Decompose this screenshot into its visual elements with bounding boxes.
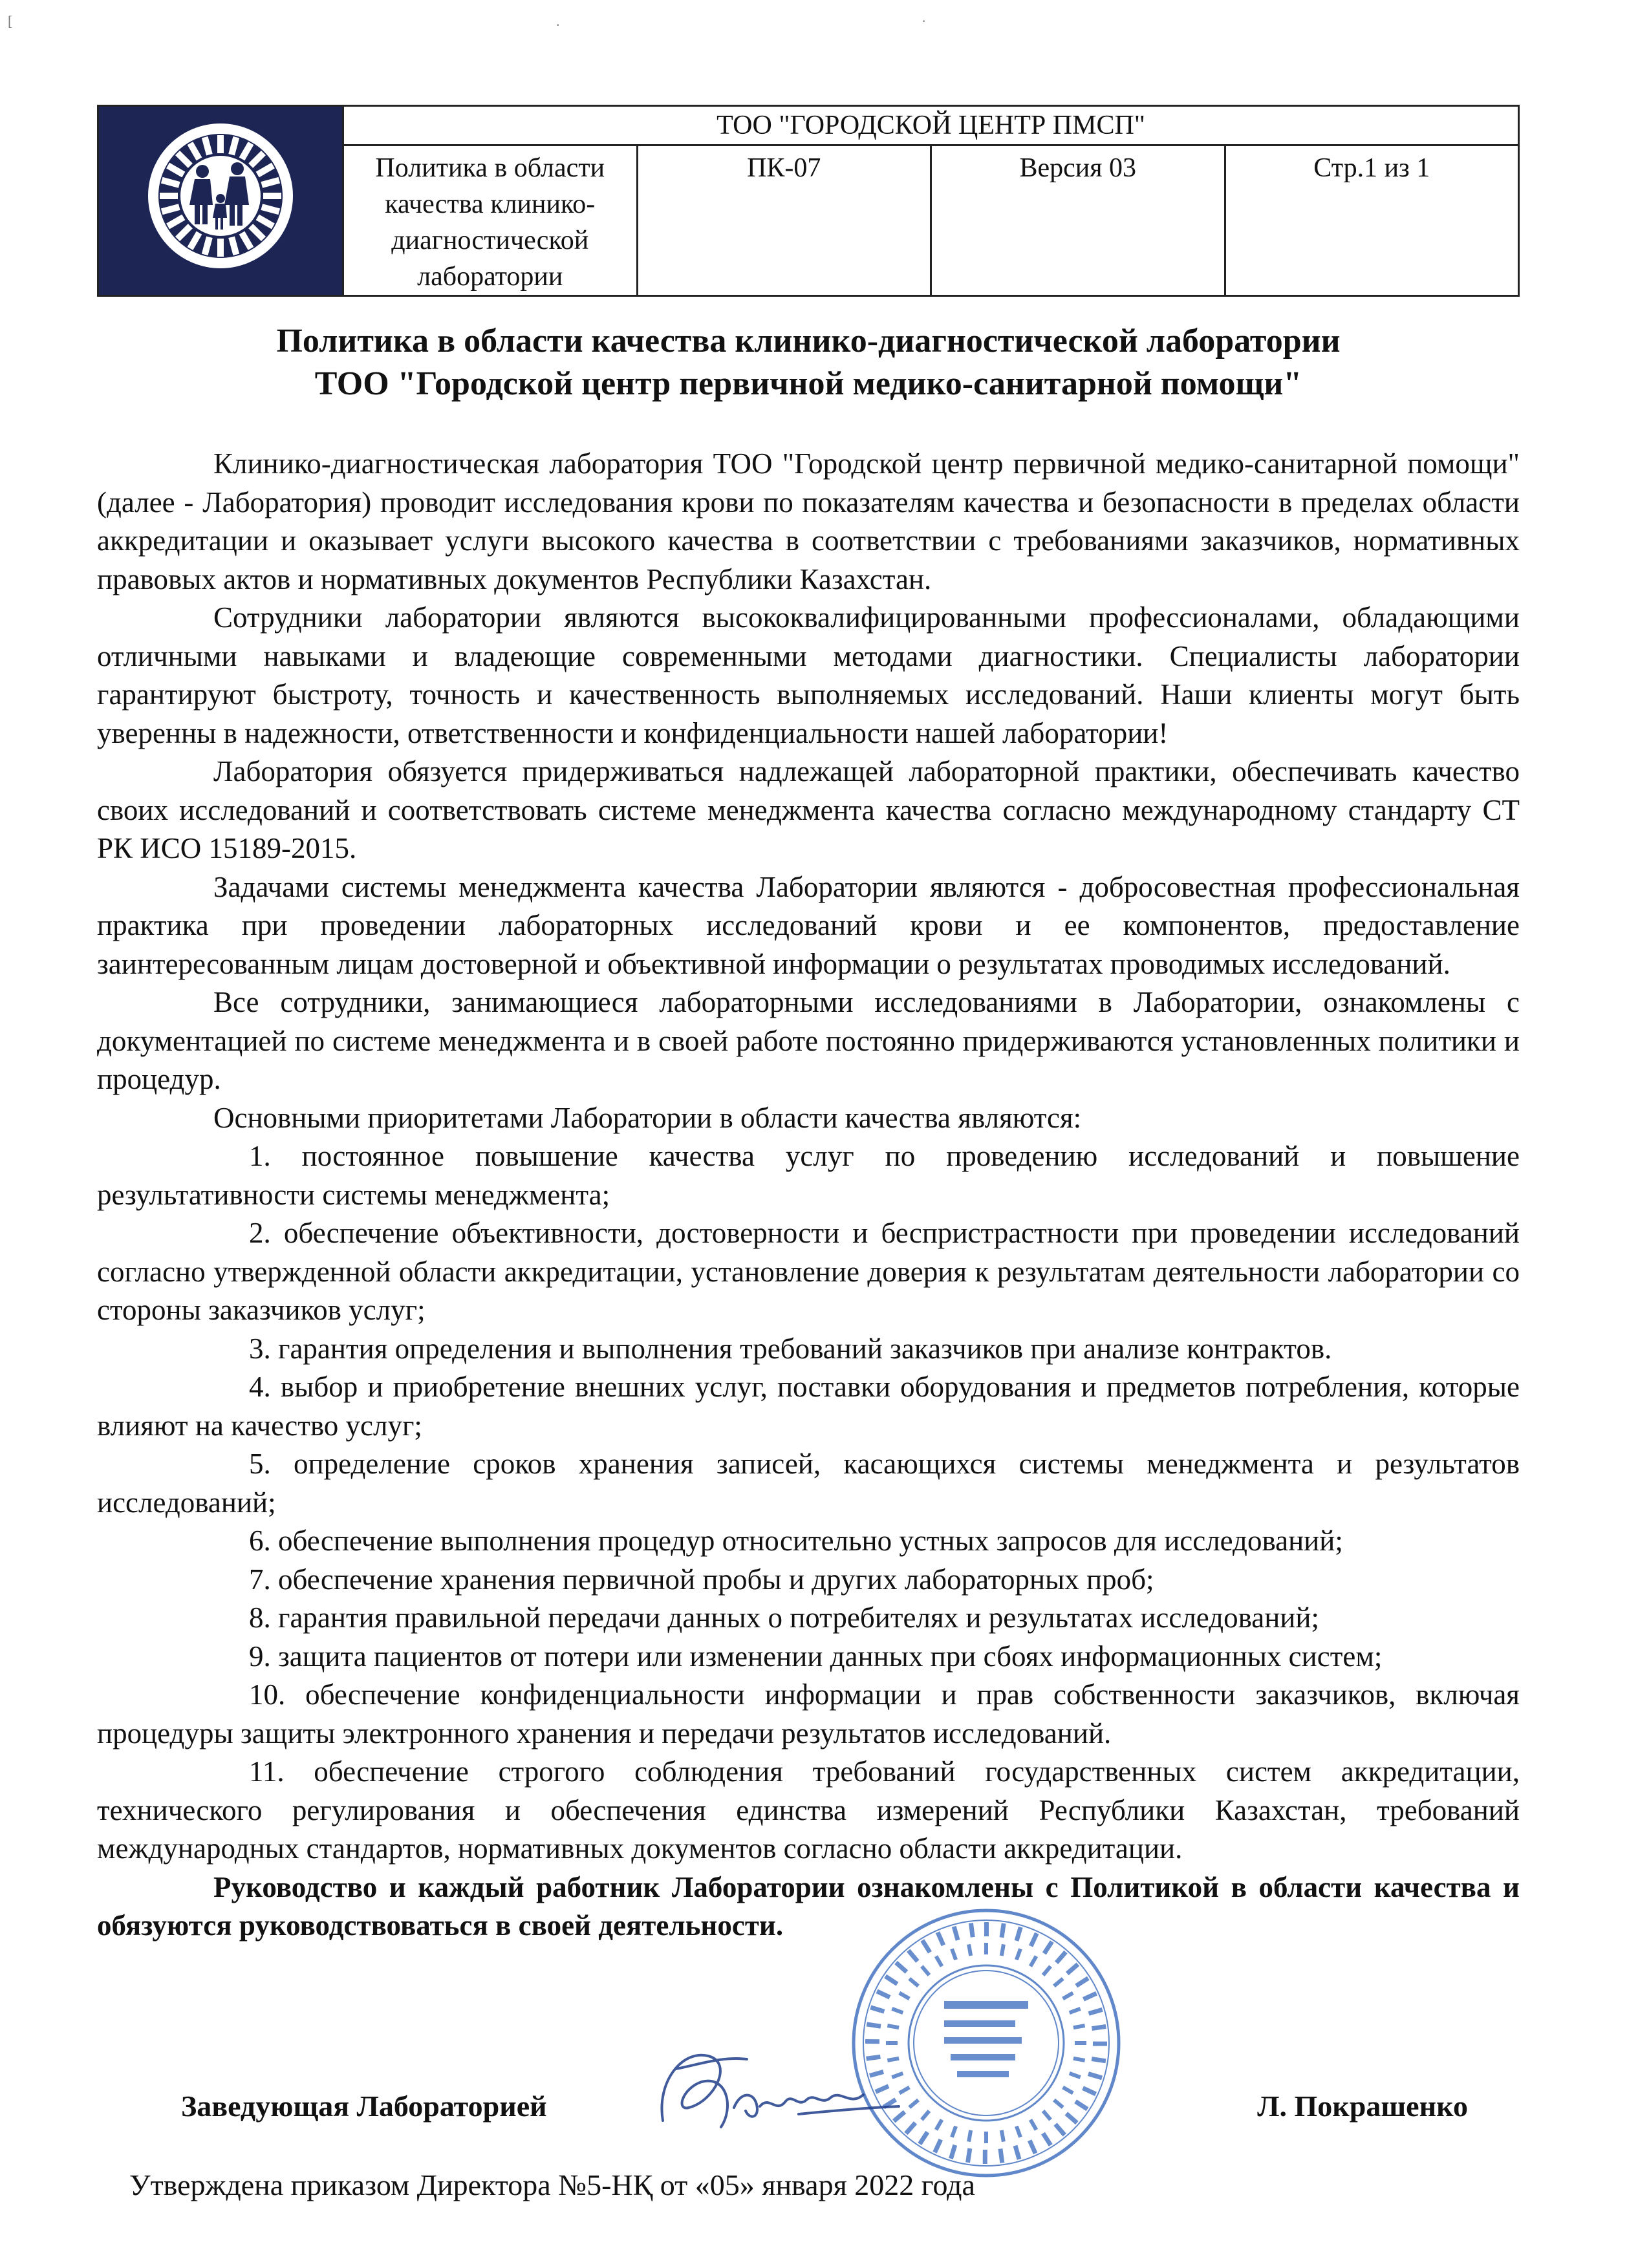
seal-ring-mark	[1073, 2057, 1085, 2062]
closing-statement: Руководство и каждый работник Лаборатории ознакомлены с Политикой в области качества и обязуются руководствоваться в своей деятельности.	[97, 1870, 1520, 1942]
seal-ring-mark	[1088, 2071, 1103, 2080]
seal-ring-mark	[967, 2130, 973, 2142]
seal-ring-mark	[1015, 2126, 1022, 2138]
seal-ring-mark	[950, 1948, 958, 1960]
signatory-name: Л. Покрашенко	[1257, 2090, 1468, 2123]
seal-ring-mark	[949, 2145, 957, 2159]
paragraph: Задачами системы менеджмента качества Лаборатории являются - добросовестная профессиональная практика при проведении лабораторных исследований крови и ее компонентов, предоставление заинтересованным лицам достоверной и объективной информации о результатах проводимых исследований.	[97, 870, 1520, 980]
priority-item: 3. гарантия определения и выполнения требований заказчиков при анализе контрактов.	[249, 1332, 1332, 1365]
family-logo-icon	[99, 111, 342, 281]
page-title-line: ТОО "Городской центр первичной медико-санитарной помощи"	[314, 365, 1302, 402]
seal-ring-mark	[934, 1955, 943, 1967]
paragraph: Лаборатория обязуется придерживаться надлежащей лабораторной практики, обеспечивать качество своих исследований и соответствовать системе менеджмента качества согласно международному стандарту СТ РК ИСО 15189-2015.	[97, 755, 1520, 864]
policy-body	[97, 445, 1520, 1945]
seal-ring-mark	[969, 1923, 975, 1938]
seal-ring-mark	[1015, 1927, 1023, 1942]
page-title	[97, 320, 1520, 405]
seal-ring-mark	[1062, 1991, 1074, 2000]
logo-ring-segment	[217, 135, 224, 153]
seal-ring-mark	[1000, 1923, 1006, 1938]
seal-ring-mark	[1069, 2071, 1081, 2079]
seal-ring-mark	[1042, 2110, 1052, 2121]
seal-ring-mark	[1015, 1948, 1022, 1960]
document-header-table	[97, 105, 1520, 297]
priority-item: 7. обеспечение хранения первичной пробы и других лабораторных проб;	[249, 1563, 1154, 1596]
seal-ring-mark	[1028, 2139, 1037, 2154]
paragraph: Клинико-диагностическая лаборатория ТОО "Городской центр первичной медико-санитарной помощи" (далее - Лаборатория) проводит исследования крови по показателям качества и безопасности в пределах области аккредитации и оказывает услуги высокого качества в соответствии с требованиями заказчиков, нормативных правовых актов и нормативных документов Республики Казахстан.	[97, 447, 1520, 595]
seal-ring-mark	[1073, 2024, 1085, 2029]
seal-ring-mark	[965, 2148, 972, 2163]
seal-ring-mark	[1069, 2007, 1081, 2015]
seal-ring-mark	[920, 1965, 931, 1976]
approval-note: Утверждена приказом Директора №5-НҚ от «05» января 2022 года	[129, 2168, 975, 2201]
seal-ring-mark	[1053, 2123, 1066, 2136]
paragraph: Основными приоритетами Лаборатории в области качества являются:	[213, 1101, 1082, 1134]
seal-ring-mark	[984, 2132, 988, 2143]
priority-item: 9. защита пациентов от потери или изменении данных при сбоях информационных систем;	[249, 1640, 1383, 1673]
seal-ring-mark	[908, 1977, 920, 1987]
seal-ring-mark	[984, 1922, 989, 1936]
seal-ring-mark	[967, 1944, 973, 1956]
priority-item: 5. определение сроков хранения записей, касающихся системы менеджмента и результатов исследований;	[97, 1448, 1520, 1519]
priority-item: 8. гарантия правильной передачи данных о потребителях и результатах исследований;	[249, 1601, 1319, 1634]
seal-ring-mark	[950, 2126, 958, 2138]
logo-ring-segment	[217, 239, 224, 257]
seal-ring-mark	[934, 2119, 943, 2131]
document-version: Версия 03	[931, 145, 1225, 296]
seal-ring-mark	[936, 1931, 945, 1946]
document-code: ПК-07	[637, 145, 931, 296]
seal-ring-mark	[887, 2024, 900, 2029]
seal-ring-mark	[952, 1926, 960, 1941]
page-number: Стр.1 из 1	[1225, 145, 1519, 296]
scan-mark: .	[556, 13, 560, 29]
seal-ring-mark	[907, 1949, 920, 1963]
seal-ring-mark	[870, 2006, 885, 2014]
seal-ring-mark	[1065, 2112, 1079, 2124]
seal-ring-mark	[1013, 2145, 1022, 2160]
page-title-line: Политика в области качества клинико-диагностической лаборатории	[276, 323, 1341, 359]
organization-name: ТОО "ГОРОДСКОЙ ЦЕНТР ПМСП"	[343, 106, 1519, 145]
seal-ring-mark	[1029, 2119, 1038, 2131]
seal-ring-mark	[920, 2110, 931, 2121]
priority-item: 1. постоянное повышение качества услуг по проведению исследований и повышение результативности системы менеджмента;	[97, 1140, 1520, 1211]
seal-ring-mark	[894, 1961, 908, 1974]
seal-ring-mark	[1092, 2057, 1106, 2063]
signatory-role: Заведующая Лабораторией	[181, 2090, 547, 2123]
handwritten-signature-icon	[637, 2030, 909, 2159]
seal-ring-mark	[1029, 1932, 1039, 1947]
seal-ring-mark	[1088, 2007, 1103, 2016]
seal-ring-mark	[1082, 2086, 1097, 2096]
seal-ring-mark	[1093, 2042, 1107, 2046]
seal-ring-mark	[1083, 1991, 1097, 2001]
seal-ring-mark	[984, 1943, 988, 1954]
paragraph: Сотрудники лаборатории являются высококвалифицированными профессионалами, обладающими отличными навыками и владеющие современными методами диагностики. Специалисты лаборатории гарантируют быстроту, точность и качественность выполняемых исследований. Наши клиенты могут быть уверенны в надежности, ответственности и конфиденциальности нашей лаборатории!	[97, 601, 1520, 749]
seal-ring-mark	[891, 2007, 903, 2015]
seal-ring-mark	[983, 2150, 987, 2164]
seal-ring-mark	[1066, 1963, 1079, 1976]
seal-ring-mark	[1062, 2086, 1074, 2095]
priority-item: 10. обеспечение конфиденциальности информации и прав собственности заказчиков, включая процедуры защиты электронного хранения и передачи результатов исследований.	[97, 1678, 1520, 1749]
seal-ring-mark	[884, 1974, 898, 1986]
priority-item: 6. обеспечение выполнения процедур относительно устных запросов для исследований;	[249, 1524, 1343, 1557]
logo-ring-segment	[263, 193, 281, 199]
seal-ring-mark	[1053, 1977, 1064, 1987]
seal-ring-mark	[1055, 1951, 1068, 1964]
priority-item: 2. обеспечение объективности, достоверности и беспристрастности при проведении исследований согласно утвержденной области аккредитации, установление доверия к результатам деятельности лаборатории со стороны заказчиков услуг;	[97, 1217, 1520, 1326]
seal-ring-mark	[1042, 1965, 1052, 1976]
seal-ring-mark	[1041, 2132, 1053, 2146]
seal-ring-mark	[998, 2148, 1004, 2163]
logo-ring-segment	[160, 193, 178, 199]
seal-ring-mark	[1074, 2099, 1088, 2111]
paragraph: Все сотрудники, занимающиеся лабораторными исследованиями в Лаборатории, ознакомлены с документацией по системе менеджмента и в своей работе постоянно придерживаются установленных политики и процедур.	[97, 986, 1520, 1095]
document-title-cell	[343, 145, 638, 296]
seal-ring-mark	[1092, 2024, 1106, 2031]
seal-ring-mark	[1075, 2041, 1086, 2045]
seal-ring-mark	[876, 1989, 891, 2000]
seal-ring-mark	[1000, 1944, 1006, 1956]
logo-cell	[98, 106, 343, 296]
priority-item: 4. выбор и приобретение внешних услуг, поставки оборудования и предметов потребления, которые влияют на качество услуг;	[97, 1371, 1520, 1442]
priority-item: 11. обеспечение строгого соблюдения требований государственных систем аккредитации, технического регулирования и обеспечения единства измерений Республики Казахстан, требований международных стандартов, нормативных документов согласно области аккредитации.	[97, 1755, 1520, 1865]
seal-ring-mark	[918, 2131, 929, 2145]
seal-ring-mark	[1075, 1976, 1089, 1988]
seal-ring-mark	[908, 2099, 920, 2109]
seal-ring-mark	[1053, 2099, 1064, 2109]
seal-ring-mark	[920, 1939, 932, 1953]
seal-ring-mark	[932, 2139, 943, 2154]
seal-ring-mark	[867, 2022, 881, 2028]
scan-mark: ·	[921, 13, 927, 29]
scan-mark: [	[8, 13, 13, 29]
seal-ring-mark	[1029, 1955, 1038, 1967]
document-title-line: диагностической лаборатории	[391, 226, 589, 292]
document-title-line: Политика в области качества клинико-	[375, 153, 605, 219]
seal-ring-mark	[1000, 2130, 1006, 2142]
seal-ring-mark	[1042, 1940, 1054, 1954]
seal-ring-mark	[898, 1991, 911, 2000]
